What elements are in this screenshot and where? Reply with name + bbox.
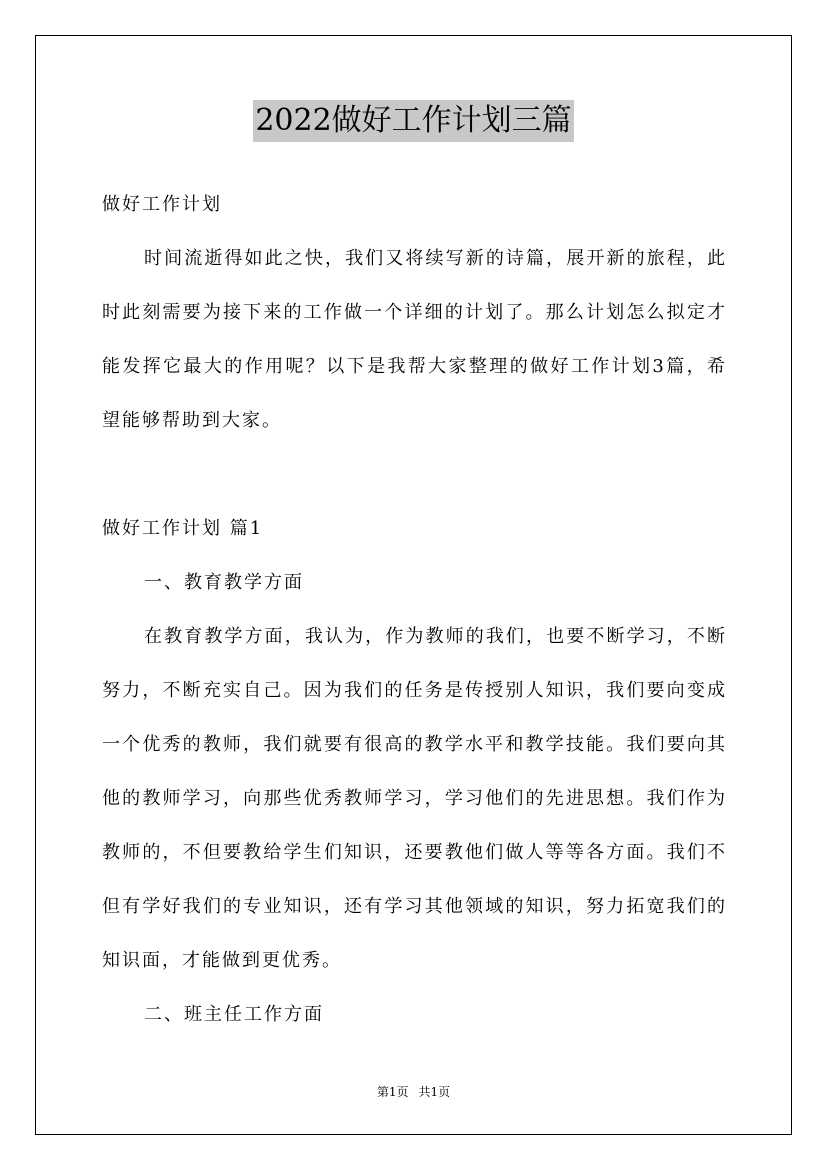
- education-paragraph: 在教育教学方面，我认为，作为教师的我们，也要不断学习，不断努力，不断充实自己。因为我们的任务是传授别人知识，我们要向变成一个优秀的教师，我们就要有很高的教学水平和教学技能。我们要向其他的教师学习，向那些优秀教师学习，学习他们的先进思想。我们作为教师的，不但要教给学生们知识，还要教他们做人等等各方面。我们不但有学好我们的专业知识，还有学习其他领域的知识，努力拓宽我们的知识面，才能做到更优秀。: [102, 626, 727, 971]
- subtitle: 做好工作计划: [102, 194, 222, 215]
- document-title: 2022做好工作计划三篇: [253, 100, 573, 142]
- heading-class-teacher: 二、班主任工作方面: [144, 1004, 324, 1025]
- document-title-container: [0, 100, 827, 144]
- blank-line: [102, 448, 727, 502]
- page-number: 第1页: [376, 1085, 409, 1099]
- document-body: [102, 178, 727, 1042]
- section-title: 做好工作计划 篇1: [102, 518, 264, 539]
- heading-education: 一、教育教学方面: [144, 572, 304, 593]
- intro-paragraph: 时间流逝得如此之快，我们又将续写新的诗篇，展开新的旅程，此时此刻需要为接下来的工作做一个详细的计划了。那么计划怎么拟定才能发挥它最大的作用呢？以下是我帮大家整理的做好工作计划3篇，希望能够帮助到大家。: [102, 248, 727, 431]
- page-total: 共1页: [418, 1085, 451, 1099]
- page-footer: [0, 1083, 827, 1101]
